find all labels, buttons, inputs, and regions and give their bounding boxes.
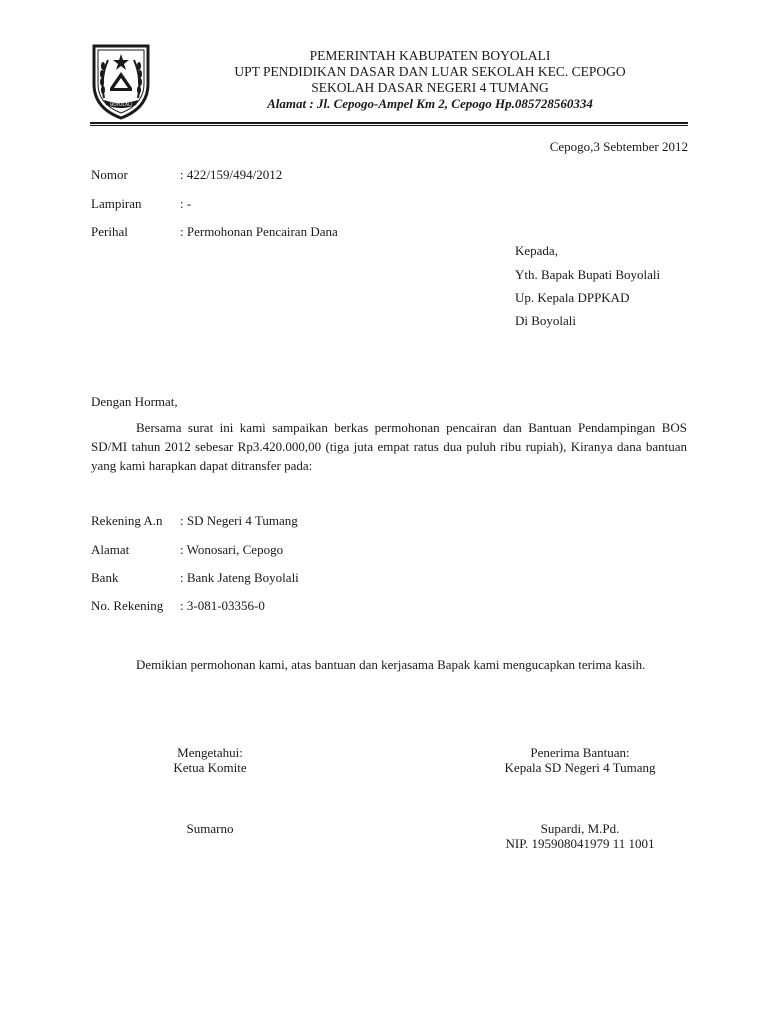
regency-logo — [90, 42, 152, 120]
perihal-label: Perihal — [91, 224, 128, 239]
lampiran-value: : - — [180, 196, 192, 211]
header-divider-thin — [90, 125, 688, 126]
left-signature-block — [130, 745, 290, 775]
right-signatory-block — [470, 821, 690, 851]
right-signatory-name: Supardi, M.Pd. — [540, 821, 620, 836]
rekening-an-label: Rekening A.n — [91, 513, 163, 528]
shield-emblem-icon — [90, 42, 152, 120]
header-divider-thick — [90, 122, 688, 124]
left-signatory-name: Sumarno — [186, 821, 234, 836]
perihal-value: : Permohonan Pencairan Dana — [180, 224, 338, 239]
recipient-line2: Yth. Bapak Bupati Boyolali — [515, 267, 661, 282]
bank-label: Bank — [91, 570, 119, 585]
letterhead-address: Alamat : Jl. Cepogo-Ampel Km 2, Cepogo Hp.085728560334 — [267, 96, 593, 111]
body-paragraph: Bersama surat ini kami sampaikan berkas permohonan pencairan dan Bantuan Pendampingan BOS SD/MI tahun 2012 sebesar Rp3.420.000,00 (tiga juta empat ratus dua puluh ribu rupiah), Kiranya dana bantuan yang kami harapkan dapat ditransfer pada: — [91, 420, 687, 473]
closing-paragraph: Demikian permohonan kami, atas bantuan dan kerjasama Bapak kami mengucapkan terima kasih. — [136, 657, 646, 672]
alamat-value: : Wonosari, Cepogo — [180, 542, 284, 557]
right-signature-line1: Penerima Bantuan: — [530, 745, 630, 760]
left-signature-line1: Mengetahui: — [177, 745, 243, 760]
right-signatory-nip: NIP. 195908041979 11 1001 — [505, 836, 655, 851]
letterhead-line2: UPT PENDIDIKAN DASAR DAN LUAR SEKOLAH KEC. CEPOGO — [234, 64, 626, 79]
nomor-value: : 422/159/494/2012 — [180, 167, 283, 182]
no-rekening-label: No. Rekening — [91, 598, 164, 613]
rekening-an-value: : SD Negeri 4 Tumang — [180, 513, 298, 528]
bank-value: : Bank Jateng Boyolali — [180, 570, 299, 585]
no-rekening-value: : 3-081-03356-0 — [180, 598, 265, 613]
recipient-line1: Kepada, — [515, 243, 558, 258]
recipient-line3: Up. Kepala DPPKAD — [515, 290, 630, 305]
salutation: Dengan Hormat, — [91, 394, 178, 409]
right-signature-block — [470, 745, 690, 775]
letter-date: Cepogo,3 Sebtember 2012 — [549, 139, 688, 154]
left-signature-line2: Ketua Komite — [173, 760, 247, 775]
lampiran-label: Lampiran — [91, 196, 142, 211]
letterhead — [180, 48, 680, 112]
nomor-label: Nomor — [91, 167, 128, 182]
letterhead-line1: PEMERINTAH KABUPATEN BOYOLALI — [309, 48, 551, 63]
right-signature-line2: Kepala SD Negeri 4 Tumang — [504, 760, 656, 775]
alamat-label: Alamat — [91, 542, 130, 557]
recipient-line4: Di Boyolali — [515, 313, 577, 328]
letterhead-line3: SEKOLAH DASAR NEGERI 4 TUMANG — [311, 80, 549, 95]
logo-banner-text: BOYOLALI — [110, 103, 132, 108]
